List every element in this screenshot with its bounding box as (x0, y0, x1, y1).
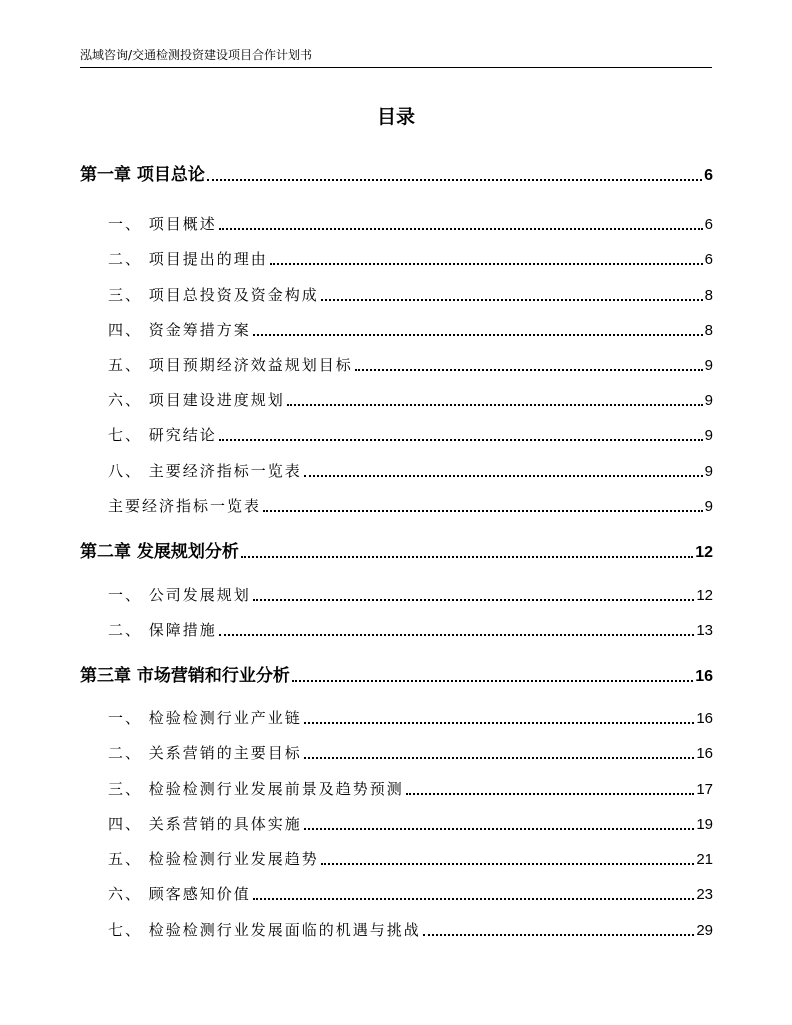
toc-chapter-entry[interactable] (80, 160, 713, 185)
toc-page-number: 21 (696, 851, 713, 868)
toc-page-number: 9 (704, 427, 713, 444)
toc-entry-label: 二、 关系营销的主要目标 (108, 744, 302, 762)
toc-entry-label: 二、 保障措施 (108, 621, 217, 639)
dot-leader (292, 680, 693, 682)
dot-leader (304, 828, 695, 830)
toc-page-number: 29 (696, 922, 713, 939)
toc-entry-label: 八、 主要经济指标一览表 (108, 462, 302, 480)
toc-page-number: 13 (696, 622, 713, 639)
toc-entry-label: 一、 公司发展规划 (108, 586, 251, 604)
toc-page-number: 23 (696, 886, 713, 903)
dot-leader (287, 404, 703, 406)
toc-entry-label: 第三章 市场营销和行业分析 (80, 666, 290, 686)
dot-leader (207, 179, 702, 181)
toc-section-entry[interactable] (108, 742, 713, 763)
toc-section-entry[interactable] (108, 460, 713, 481)
toc-section-entry[interactable] (108, 883, 713, 904)
toc-section-entry[interactable] (108, 248, 713, 269)
toc-chapter-entry[interactable] (80, 537, 713, 562)
toc-section-entry[interactable] (108, 389, 713, 410)
toc-entry-label: 七、 检验检测行业发展面临的机遇与挑战 (108, 921, 421, 939)
toc-section-entry[interactable] (108, 354, 713, 375)
toc-section-entry[interactable] (108, 919, 713, 940)
dot-leader (219, 634, 695, 636)
toc-section-entry[interactable] (108, 619, 713, 640)
toc-entry-label: 七、 研究结论 (108, 426, 217, 444)
toc-section-entry[interactable] (108, 778, 713, 799)
toc-entry-label: 六、 顾客感知价值 (108, 885, 251, 903)
dot-leader (321, 863, 695, 865)
toc-entry-label: 六、 项目建设进度规划 (108, 391, 285, 409)
toc-chapter-entry[interactable] (80, 661, 713, 686)
dot-leader (304, 757, 695, 759)
toc-page-number: 12 (696, 587, 713, 604)
toc-section-entry[interactable] (108, 584, 713, 605)
toc-section-entry[interactable] (108, 213, 713, 234)
toc-page-number: 9 (704, 498, 713, 515)
dot-leader (253, 898, 695, 900)
dot-leader (241, 556, 693, 558)
running-header: 泓域咨询/交通检测投资建设项目合作计划书 (80, 47, 712, 68)
toc-entry-label: 第二章 发展规划分析 (80, 542, 239, 562)
toc-page-number: 16 (696, 745, 713, 762)
dot-leader (406, 793, 695, 795)
toc-entry-label: 三、 检验检测行业发展前景及趋势预测 (108, 780, 404, 798)
dot-leader (321, 299, 703, 301)
dot-leader (263, 510, 703, 512)
dot-leader (270, 263, 703, 265)
toc-page-number: 8 (704, 287, 713, 304)
dot-leader (423, 934, 695, 936)
toc-section-entry[interactable] (108, 813, 713, 834)
dot-leader (219, 439, 703, 441)
toc-page-number: 9 (704, 357, 713, 374)
toc-entry-label: 一、 项目概述 (108, 215, 217, 233)
toc-entry-label: 二、 项目提出的理由 (108, 250, 268, 268)
toc-entry-label: 五、 检验检测行业发展趋势 (108, 850, 319, 868)
toc-page-number: 12 (695, 544, 713, 561)
toc-entry-label: 第一章 项目总论 (80, 165, 205, 185)
toc-page-number: 17 (696, 781, 713, 798)
toc-entry-label: 主要经济指标一览表 (108, 497, 262, 515)
dot-leader (219, 228, 703, 230)
toc-page-number: 9 (704, 463, 713, 480)
toc-page-number: 16 (696, 710, 713, 727)
toc-section-entry[interactable] (108, 707, 713, 728)
toc-section-entry[interactable] (108, 424, 713, 445)
toc-entry-label: 五、 项目预期经济效益规划目标 (108, 356, 353, 374)
toc-page-number: 6 (704, 167, 713, 184)
toc-section-entry[interactable] (108, 495, 713, 516)
toc-entry-label: 一、 检验检测行业产业链 (108, 709, 302, 727)
dot-leader (304, 722, 695, 724)
dot-leader (253, 334, 703, 336)
toc-page-number: 8 (704, 322, 713, 339)
toc-entry-label: 三、 项目总投资及资金构成 (108, 286, 319, 304)
toc-page-number: 9 (704, 392, 713, 409)
dot-leader (304, 475, 703, 477)
toc-page-number: 6 (704, 251, 713, 268)
toc-page-number: 19 (696, 816, 713, 833)
dot-leader (253, 599, 695, 601)
toc-section-entry[interactable] (108, 319, 713, 340)
toc-section-entry[interactable] (108, 848, 713, 869)
toc-title: 目录 (376, 106, 415, 128)
toc-page-number: 6 (704, 216, 713, 233)
dot-leader (355, 369, 703, 371)
toc-section-entry[interactable] (108, 284, 713, 305)
toc-page-number: 16 (695, 668, 713, 685)
toc-entry-label: 四、 资金筹措方案 (108, 321, 251, 339)
toc-entry-label: 四、 关系营销的具体实施 (108, 815, 302, 833)
